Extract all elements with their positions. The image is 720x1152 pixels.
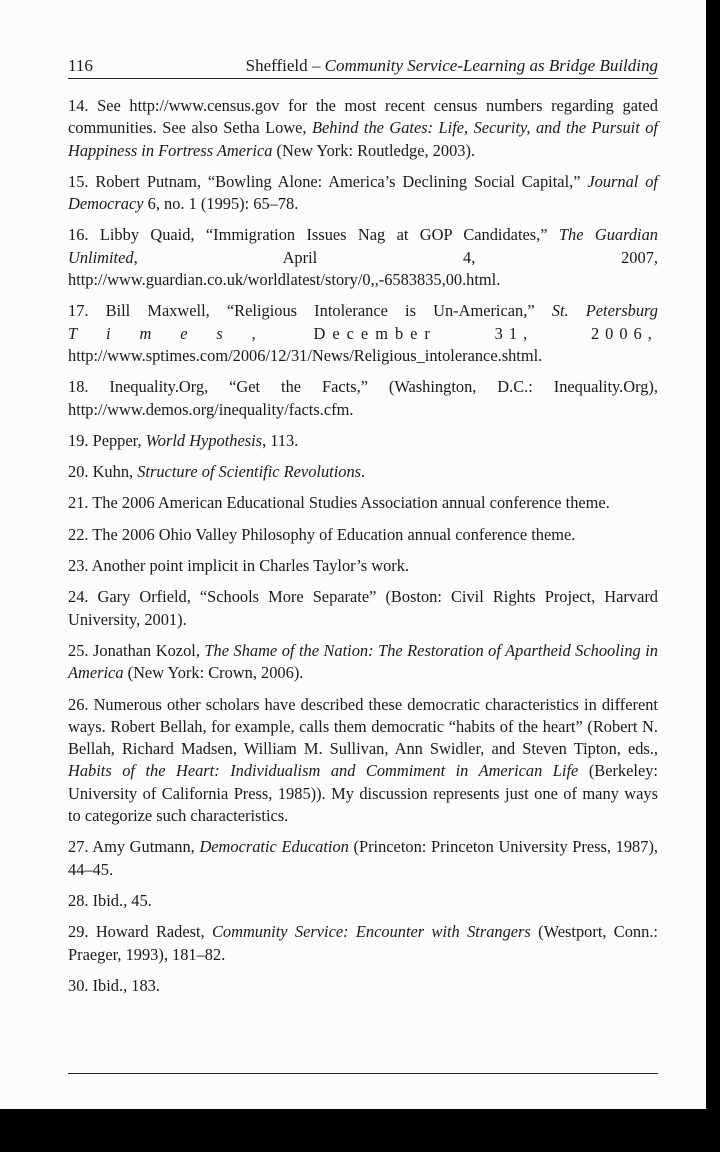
page-number: 116: [68, 56, 93, 75]
screen-edge-right: [706, 0, 720, 1152]
endnote-17: 17. Bill Maxwell, “Religious Intolerance is Un-American,” St. Petersburg T i m e s , December 31, 2006, http://www.sptimes.com/2006/12/31/News/Religious_intolerance.shtml.: [68, 301, 658, 365]
endnote-23: 23. Another point implicit in Charles Taylor’s work.: [68, 556, 410, 576]
running-head-author: Sheffield –: [245, 56, 325, 75]
endnote-29: 29. Howard Radest, Community Service: Encounter with Strangers (Westport, Conn.: Praeger, 1993), 181–82.: [68, 922, 658, 964]
endnote-28: 28. Ibid., 45.: [68, 890, 152, 910]
endnote-30: 30. Ibid., 183.: [68, 975, 160, 995]
endnote-18: 18. Inequality.Org, “Get the Facts,” (Washington, D.C.: Inequality.Org), http://www.demos.org/inequality/facts.cfm.: [68, 377, 658, 419]
endnote-14: 14. See http://www.census.gov for the most recent census numbers regarding gated communities. See also Setha Lowe, Behind the Gates: Life, Security, and the Pursuit of Happiness in Fortress America (New York: Routledge, 2003).: [68, 96, 658, 160]
endnote-15: 15. Robert Putnam, “Bowling Alone: America’s Declining Social Capital,” Journal of Democracy 6, no. 1 (1995): 65–78.: [68, 171, 658, 214]
endnotes-list: [68, 95, 658, 1006]
running-head: [246, 56, 658, 76]
endnote-16: 16. Libby Quaid, “Immigration Issues Nag at GOP Candidates,” The Guardian Unlimited, April 4, 2007, http://www.guardian.co.uk/worldlatest/story/0,,-6583835,00.html.: [68, 225, 658, 290]
endnote-20: 20. Kuhn, Structure of Scientific Revolutions.: [68, 462, 366, 482]
endnote-17-spaced-line: T i m e s , December 31, 2006,: [68, 323, 658, 343]
endnote-27: 27. Amy Gutmann, Democratic Education (Princeton: Princeton University Press, 1987), 44–45.: [68, 837, 658, 879]
running-head-title: Community Service-Learning as Bridge Building: [324, 56, 658, 75]
page-header: [68, 50, 658, 79]
endnote-21: 21. The 2006 American Educational Studies Association annual conference theme.: [68, 493, 610, 513]
endnote-22: 22. The 2006 Ohio Valley Philosophy of Education annual conference theme.: [68, 524, 576, 544]
screen-edge-bottom: [0, 1109, 720, 1152]
endnote-26: 26. Numerous other scholars have described these democratic characteristics in different ways. Robert Bellah, for example, calls them democratic “habits of the heart” (Robert N. Bellah, Richard Madsen, William M. Sullivan, Ann Swidler, and Steven Tipton, eds., Habits of the Heart: Individualism and Commiment in American Life (Berkeley: University of California Press, 1985)). My discussion represents just one of many ways to categorize such characteristics.: [68, 694, 658, 826]
endnote-25: 25. Jonathan Kozol, The Shame of the Nation: The Restoration of Apartheid Schooling in America (New York: Crown, 2006).: [68, 640, 658, 683]
endnote-19: 19. Pepper, World Hypothesis, 113.: [68, 430, 299, 450]
footer-rule: [68, 1073, 658, 1074]
endnote-24: 24. Gary Orfield, “Schools More Separate” (Boston: Civil Rights Project, Harvard University, 2001).: [68, 587, 658, 629]
